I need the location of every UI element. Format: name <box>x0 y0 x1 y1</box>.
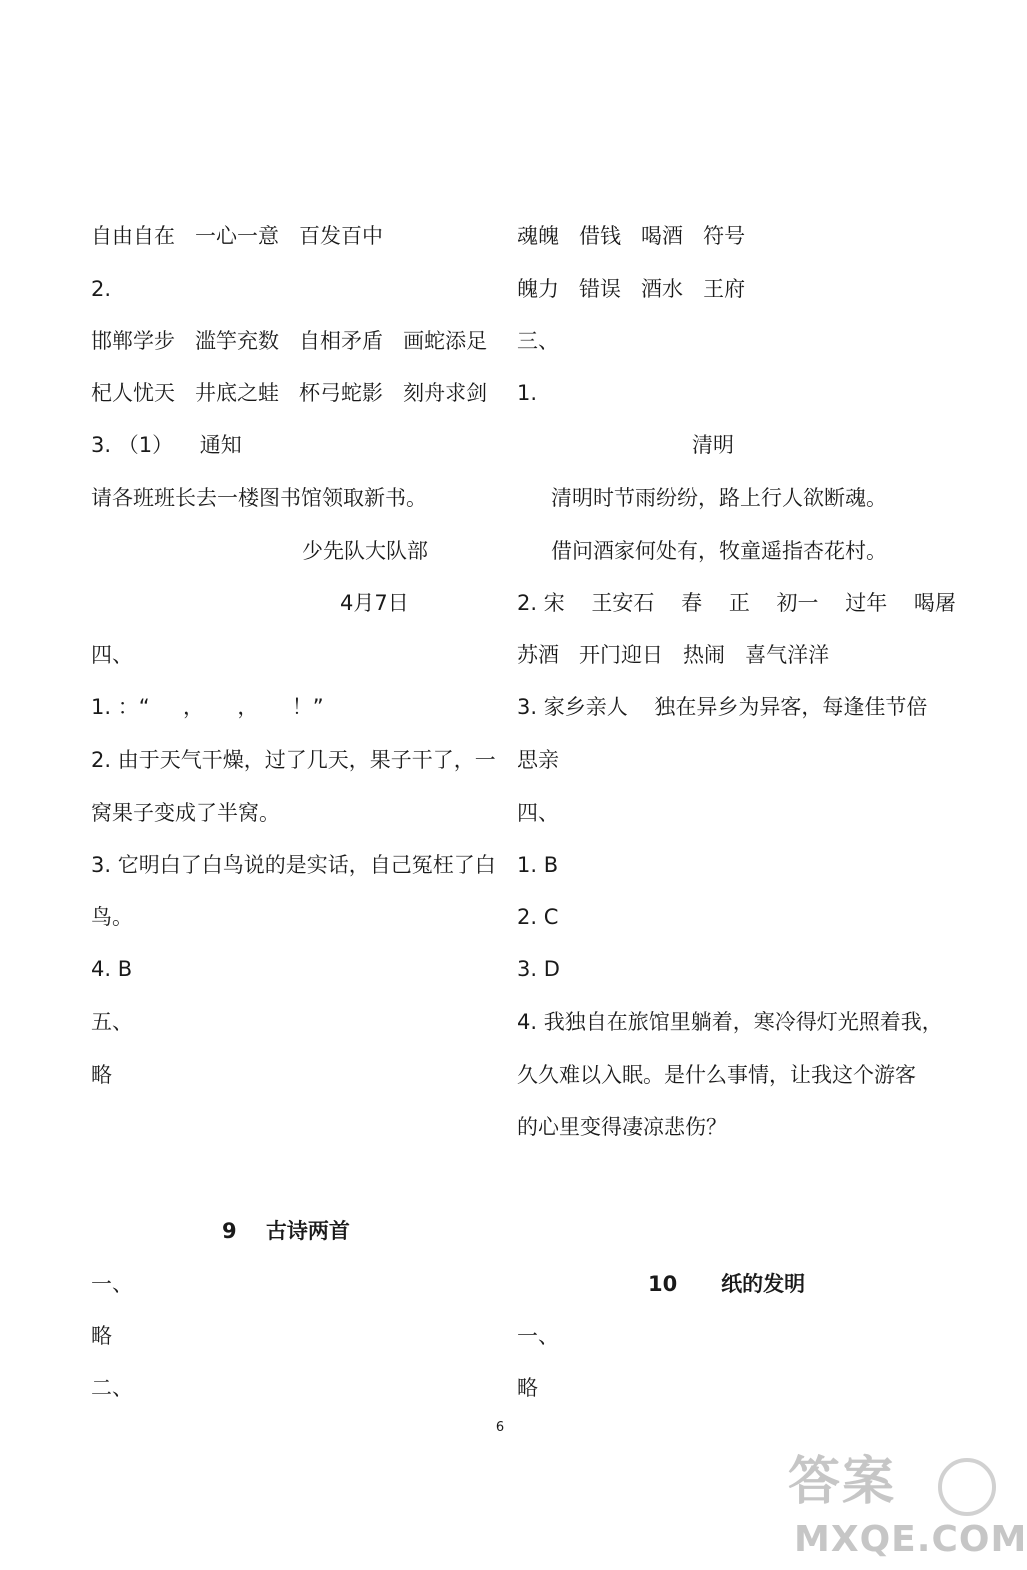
right-line-6: 苏酒 开门迎日 热闹 喜气洋洋 <box>517 643 830 667</box>
left-line-9: 四、 <box>91 643 133 667</box>
right-line-3: 三、 <box>517 329 559 353</box>
right-line-16: 一、 <box>517 1324 559 1348</box>
left-line-20: 二、 <box>91 1376 133 1400</box>
left-line-6: 请各班班长去一楼图书馆领取新书。 <box>91 486 427 510</box>
left-line-14: 鸟。 <box>91 905 133 929</box>
left-line-5: 3. （1） 通知 <box>91 433 242 457</box>
poem-line-2: 借问酒家何处有，牧童遥指杏花村。 <box>551 539 887 563</box>
right-line-17: 略 <box>517 1376 538 1400</box>
right-line-7: 3. 家乡亲人 独在异乡为异客，每逢佳节倍 <box>517 695 928 719</box>
left-line-18: 一、 <box>91 1272 133 1296</box>
right-line-9: 四、 <box>517 801 559 825</box>
watermark-top-text: 答案 <box>788 1452 897 1512</box>
left-line-3: 邯郸学步 滥竽充数 自相矛盾 画蛇添足 <box>91 329 488 353</box>
left-line-16: 五、 <box>91 1010 133 1034</box>
section-9-title: 9 古诗两首 <box>222 1219 350 1243</box>
left-line-17: 略 <box>91 1063 112 1087</box>
right-line-2: 魄力 错误 酒水 王府 <box>517 277 746 301</box>
right-line-14: 久久难以入眠。是什么事情，让我这个游客 <box>517 1063 916 1087</box>
right-line-5: 2. 宋 王安石 春 正 初一 过年 喝屠 <box>517 591 956 615</box>
right-line-15: 的心里变得凄凉悲伤？ <box>517 1115 727 1139</box>
watermark-logo <box>788 1452 1027 1570</box>
left-line-2: 2. <box>91 277 112 301</box>
right-line-4: 1. <box>517 381 538 405</box>
poem-line-1: 清明时节雨纷纷，路上行人欲断魂。 <box>551 486 887 510</box>
right-line-12: 3. D <box>517 957 560 981</box>
left-line-10: 1. ：“ ， ， ！” <box>91 695 324 719</box>
watermark-emblem-icon <box>938 1458 996 1516</box>
left-line-11: 2. 由于天气干燥，过了几天，果子干了，一 <box>91 748 496 772</box>
page-number: 6 <box>495 1420 505 1435</box>
notice-date: 4月7日 <box>340 591 409 615</box>
right-line-10: 1. B <box>517 853 559 877</box>
right-line-1: 魂魄 借钱 喝酒 符号 <box>517 224 746 248</box>
notice-signature: 少先队大队部 <box>302 539 428 563</box>
section-10-title: 10 纸的发明 <box>648 1272 806 1296</box>
left-line-19: 略 <box>91 1324 112 1348</box>
poem-title: 清明 <box>692 433 734 457</box>
right-line-8: 思亲 <box>517 748 559 772</box>
watermark-bottom-text: MXQE.COM <box>794 1519 1027 1560</box>
right-line-13: 4. 我独自在旅馆里躺着，寒冷得灯光照着我， <box>517 1010 943 1034</box>
left-line-4: 杞人忧天 井底之蛙 杯弓蛇影 刻舟求剑 <box>91 381 488 405</box>
right-line-11: 2. C <box>517 905 559 929</box>
left-line-15: 4. B <box>91 957 133 981</box>
left-line-1: 自由自在 一心一意 百发百中 <box>91 224 384 248</box>
left-line-12: 窝果子变成了半窝。 <box>91 801 280 825</box>
left-line-13: 3. 它明白了白鸟说的是实话，自己冤枉了白 <box>91 853 496 877</box>
